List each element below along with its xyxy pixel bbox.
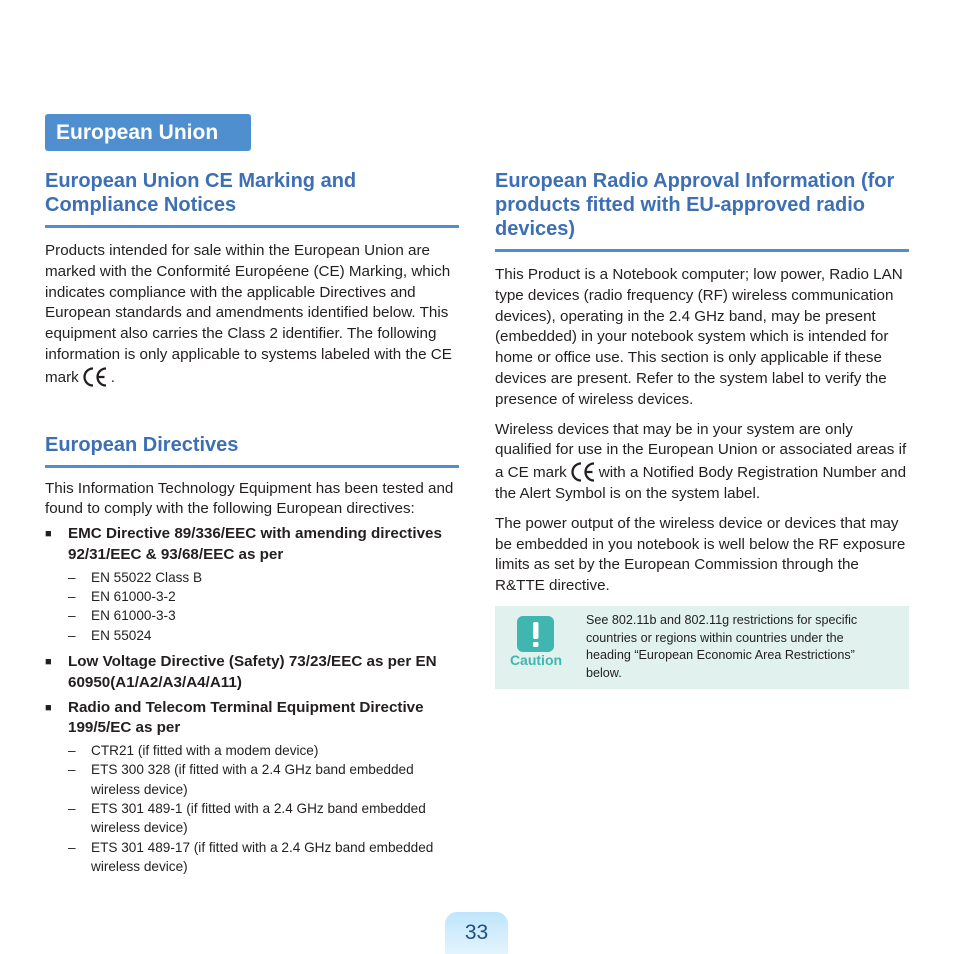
directive-item: [45, 652, 459, 694]
sub-item: [45, 838, 459, 877]
sub-item-text: CTR21 (if fitted with a modem device): [91, 743, 319, 759]
dash-icon: –: [68, 839, 76, 855]
ce-mark-icon: [570, 461, 596, 483]
sub-item-text: ETS 300 328 (if fitted with a 2.4 GHz band embedded wireless device): [91, 762, 414, 797]
sub-item: [45, 587, 459, 606]
radio-para-2-end: with a Notified Body Registration Number and the Alert Symbol is on the system label.: [495, 464, 907, 502]
radio-para-2: [495, 420, 909, 505]
section-banner: European Union: [45, 114, 251, 151]
radio-para-1: This Product is a Notebook computer; low power, Radio LAN type devices (radio frequency (RF) wireless communication devices), operating in the 2.4 GHz band, may be present (embedded) in your notebook system which is intended for home or office use. This section is only applicable if these devices are present. Refer to the system label to verify the presence of wireless devices.: [495, 266, 903, 408]
dash-icon: –: [68, 608, 76, 624]
dash-icon: –: [68, 589, 76, 605]
directive-title: EMC Directive 89/336/EEC with amending directives 92/31/EEC & 93/68/EEC as per: [68, 525, 442, 563]
sub-item: [45, 760, 459, 799]
sub-item: [45, 741, 459, 760]
bullet-square-icon: ■: [45, 701, 52, 714]
dash-icon: –: [68, 762, 76, 778]
dash-icon: –: [68, 569, 76, 585]
sub-item-text: ETS 301 489-17 (if fitted with a 2.4 GHz band embedded wireless device): [91, 839, 434, 874]
dash-icon: –: [68, 801, 76, 817]
page-number: 33: [445, 912, 508, 954]
sub-item-text: EN 55024: [91, 627, 152, 643]
directive-title: Radio and Telecom Terminal Equipment Directive 199/5/EC as per: [68, 698, 424, 737]
directive-title: Low Voltage Directive (Safety) 73/23/EEC as per EN 60950(A1/A2/A3/A4/A11): [68, 652, 437, 691]
directive-sublist: [45, 568, 459, 645]
bullet-square-icon: ■: [45, 528, 52, 541]
right-column: [495, 168, 909, 597]
sub-item-text: EN 61000-3-2: [91, 589, 176, 605]
sub-item: [45, 799, 459, 838]
ce-marking-body: [45, 241, 459, 389]
sub-item: [45, 626, 459, 645]
dash-icon: –: [68, 743, 76, 759]
directives-list: [45, 524, 459, 876]
radio-para-3: The power output of the wireless device or devices that may be embedded in you notebook is well below the RF exposure limits as set by the European Commission through the R&TTE directive.: [495, 514, 906, 595]
caution-text: See 802.11b and 802.11g restrictions for specific countries or regions within countries under the heading “European Economic Area Restrictions” below.: [586, 613, 858, 681]
caution-box: [495, 606, 909, 689]
sub-item-text: ETS 301 489-1 (if fitted with a 2.4 GHz band embedded wireless device): [91, 801, 426, 836]
sub-item-text: EN 61000-3-3: [91, 608, 176, 624]
caution-label: Caution: [509, 652, 563, 668]
ce-marking-heading: European Union CE Marking and Compliance Notices: [45, 168, 459, 228]
left-column: [45, 168, 459, 876]
exclamation-icon: [517, 616, 554, 652]
ce-mark-icon: [82, 366, 108, 388]
bullet-square-icon: ■: [45, 655, 52, 668]
european-directives-heading: European Directives: [45, 433, 459, 468]
directive-item: [45, 698, 459, 740]
directive-sublist: [45, 741, 459, 876]
dash-icon: –: [68, 627, 76, 643]
ce-body-end: .: [110, 368, 115, 386]
directives-intro: This Information Technology Equipment has been tested and found to comply with the following European directives:: [45, 479, 454, 518]
ce-body-text: Products intended for sale within the European Union are marked with the Conformité Européene (CE) Marking, which indicates compliance with the applicable Directives and European standards and amendments identified below. This equipment also carries the Class 2 identifier. The following information is only applicable to systems labeled with the CE mark: [45, 242, 452, 386]
sub-item: [45, 568, 459, 587]
sub-item-text: EN 55022 Class B: [91, 569, 203, 585]
radio-approval-heading: European Radio Approval Information (for products fitted with EU-approved radio devices): [495, 168, 909, 252]
radio-para-2-text: Wireless devices that may be in your system are only qualified for use in the European Union or associated areas if a CE mark: [495, 420, 907, 482]
directive-item: [45, 524, 459, 566]
sub-item: [45, 606, 459, 625]
